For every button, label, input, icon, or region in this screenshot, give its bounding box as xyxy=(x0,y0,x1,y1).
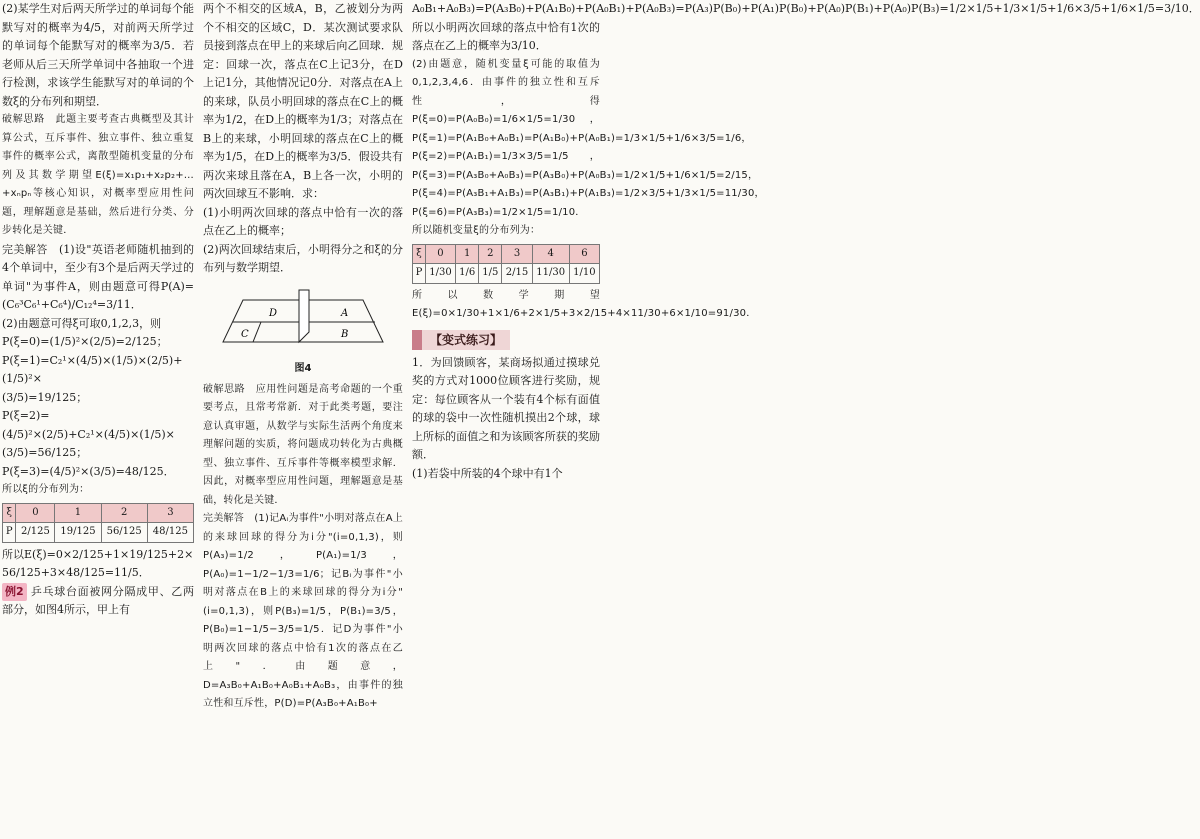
prob-xi-3: P(ξ=3)=(4/5)²×(3/5)=48/125． xyxy=(2,464,175,478)
table-cell: 1/30 xyxy=(425,264,455,284)
example2-text: 乒乓球台面被网分隔成甲、乙两部分，如图4所示，甲上有 xyxy=(2,584,194,616)
table-cell: 0 xyxy=(425,244,455,264)
column-3 xyxy=(412,0,1200,839)
table-header-row xyxy=(3,503,194,523)
distribution-table-2 xyxy=(412,244,600,284)
example-label: 例2 xyxy=(2,583,27,602)
table-diagram xyxy=(213,282,393,354)
prob-xi-1: P(ξ=1)=C₂¹×(4/5)×(1/5)×(2/5)+(1/5)²× xyxy=(2,353,183,385)
solution-part2-intro: (2)由题意可得ξ可取0,1,2,3，则 xyxy=(2,316,162,330)
table-cell: 1 xyxy=(55,503,101,523)
variant-problem-1-part1: (1)若袋中所装的4个球中有1个 xyxy=(412,466,563,480)
expectation-line-cont: 56/125+3×48/125=11/5． xyxy=(2,566,150,579)
solution-example2: 完美解答 (1)记Aᵢ为事件"小明对落点在A上的来球回球的得分为i分"(i=0,1,3)，则P(A₃)=1/2，P(A₁)=1/3，P(A₀)=1−1/2−1/3=1/6；记Bᵢ为事件"小明对落点在B上的来球回球的得分为i分"(i=0,1,3)，则P(B₃)=1/5，P(B₁)=3/5，P(B₀)=1−1/5−3/5=1/5．记D为事件"小明两次回球的落点中恰有1次的落点在乙上"．由题意，D=A₃B₀+A₁B₀+A₀B₁+A₀B₃，由事件的独立性和互斥性，P(D)=P(A₃B₀+A₁B₀+ xyxy=(203,513,403,709)
table-cell: 2 xyxy=(479,244,502,264)
solution-part2-example2: (2)由题意，随机变量ξ可能的取值为0,1,2,3,4,6．由事件的独立性和互斥性，得P(ξ=0)=P(A₀B₀)=1/6×1/5=1/30，P(ξ=1)=P(A₁B₀+A₀B₁)=P(A₁B₀)+P(A₀B₁)=1/3×1/5+1/6×3/5=1/6，P(ξ=2)=P(A₁B₁)=1/3×3/5=1/5，P(ξ=3)=P(A₃B₀+A₀B₃)=P(A₃B₀)+P(A₀B₃)=1/2×1/5+1/6×1/5=2/15，P(ξ=4)=P(A₃B₁+A₁B₃)=P(A₃B₁)+P(A₁B₃)=1/2×3/5+1/3×1/5=11/30，P(ξ=6)=P(A₃B₃)=1/2×1/5=1/10． xyxy=(412,58,765,218)
problem-part2: (2)某学生对后两天所学过的单词每个能默写对的概率为4/5，对前两天所学过的单词每个能默写对的概率为3/5．若老师从后三天所学单词中各抽取一个进行检测，求该学生能默写对的单词的个数ξ的分布列和期望． xyxy=(2,2,194,108)
analysis-paragraph-2: 破解思路 应用性问题是高考命题的一个重要考点，且常考常新．对于此类考题，要注意认真审题，从数学与实际生活两个角度来理解问题的实质，将问题成功转化为古典概型、独立事件、互斥事件等概率模型求解．因此，对概率型应用性问题，理解题意是基础，转化是关键． xyxy=(203,383,403,506)
table-cell: 0 xyxy=(16,503,55,523)
prob-xi-2: P(ξ=2)=(4/5)²×(2/5)+C₂¹×(4/5)×(1/5)× xyxy=(2,409,175,441)
table-cell: 6 xyxy=(569,244,599,264)
table-header-row xyxy=(413,244,600,264)
table-cell: 1/5 xyxy=(479,264,502,284)
variant-problem-1: 1．为回馈顾客，某商场拟通过摸球兑奖的方式对1000位顾客进行奖励，规定：每位顾客从一个装有4个标有面值的球的袋中一次性随机摸出2个球，球上所标的面值之和为该顾客所获的奖励额． xyxy=(412,355,600,461)
table-cell: 2 xyxy=(101,503,147,523)
table-row xyxy=(413,264,600,284)
distribution-caption: 所以ξ的分布列为： xyxy=(2,484,90,495)
example2-intro xyxy=(2,583,194,620)
table-cell: 1/6 xyxy=(456,264,479,284)
figure-table-tennis xyxy=(203,282,403,379)
table-cell: P xyxy=(3,523,16,543)
table-cell: ξ xyxy=(3,503,16,523)
table-row xyxy=(3,523,194,543)
table-cell: 1 xyxy=(456,244,479,264)
table-cell: 56/125 xyxy=(101,523,147,543)
analysis-paragraph: 破解思路 此题主要考查古典概型及其计算公式，互斥事件、独立事件、独立重复事件的概率公式，离散型随机变量的分布列及其数学期望E(ξ)=x₁p₁+x₂p₂+…+xₙpₙ等核心知识，对概率型应用性问题，理解题意是基础，然后进行分类、分步转化是关键． xyxy=(2,114,194,236)
question-1: (1)小明两次回球的落点中恰有一次的落点在乙上的概率； xyxy=(203,205,403,237)
table-cell: 3 xyxy=(147,503,193,523)
label-d: D xyxy=(269,307,278,319)
table-cell: 11/30 xyxy=(532,264,569,284)
column-2 xyxy=(203,0,403,839)
variant-section-header xyxy=(412,330,600,350)
table-cell: 2/125 xyxy=(16,523,55,543)
figure-caption: 图4 xyxy=(294,363,312,374)
prob-xi-1-cont: (3/5)=19/125； xyxy=(2,390,88,404)
label-c: C xyxy=(241,328,249,340)
label-b: B xyxy=(341,328,349,340)
distribution-caption-2: 所以随机变量ξ的分布列为： xyxy=(412,225,541,236)
variant-title: 【变式练习】 xyxy=(412,330,510,350)
table-cell: P xyxy=(413,264,426,284)
prob-xi-0: P(ξ=0)=(1/5)²×(2/5)=2/125； xyxy=(2,335,168,348)
expectation-2: 所以数学期望E(ξ)=0×1/30+1×1/6+2×1/5+3×2/15+4×11/30+6×1/10=91/30． xyxy=(412,289,757,319)
table-cell: ξ xyxy=(413,244,426,264)
distribution-table-1 xyxy=(2,503,194,543)
solution-part1: 完美解答 (1)设"英语老师随机抽到的4个单词中，至少有3个是后两天学过的单词"为事件A，则由题意可得P(A)=(C₆³C₆¹+C₆⁴)/C₁₂⁴=3/11． xyxy=(2,242,194,311)
question-2: (2)两次回球结束后，小明得分之和ξ的分布列与数学期望． xyxy=(203,242,403,274)
column-1 xyxy=(2,0,194,839)
table-cell: 1/10 xyxy=(569,264,599,284)
label-a: A xyxy=(341,307,349,319)
table-cell: 48/125 xyxy=(147,523,193,543)
table-cell: 4 xyxy=(532,244,569,264)
prob-xi-2-cont: (3/5)=56/125； xyxy=(2,446,88,459)
example2-body: 两个不相交的区域A，B，乙被划分为两个不相交的区域C，D．某次测试要求队员接到落点在甲上的来球后向乙回球．规定：回球一次，落点在C上记3分，在D上记1分，其他情况记0分．对落点在A上的来球，队员小明回球的落点在C上的概率为1/2，在D上的概率为1/3；对落点在B上的来球，小明回球的落点在C上的概率为1/5，在D上的概率为3/5．假设共有两次来球且落在A，B上各一次，小明的两次回球互不影响．求： xyxy=(203,2,403,200)
table-cell: 3 xyxy=(502,244,532,264)
table-cell: 2/15 xyxy=(502,264,532,284)
table-cell: 19/125 xyxy=(55,523,101,543)
expectation-line: 所以E(ξ)=0×2/125+1×19/125+2× xyxy=(2,547,194,561)
solution-cont: A₀B₁+A₀B₃)=P(A₃B₀)+P(A₁B₀)+P(A₀B₁)+P(A₀B₃)=P(A₃)P(B₀)+P(A₁)P(B₀)+P(A₀)P(B₁)+P(A₀)P(B₃)=1/2×1/5+1/3×1/5+1/6×3/5+1/6×1/5=3/10．所以小明两次回球的落点中恰有1次的落点在乙上的概率为3/10． xyxy=(412,2,1200,52)
